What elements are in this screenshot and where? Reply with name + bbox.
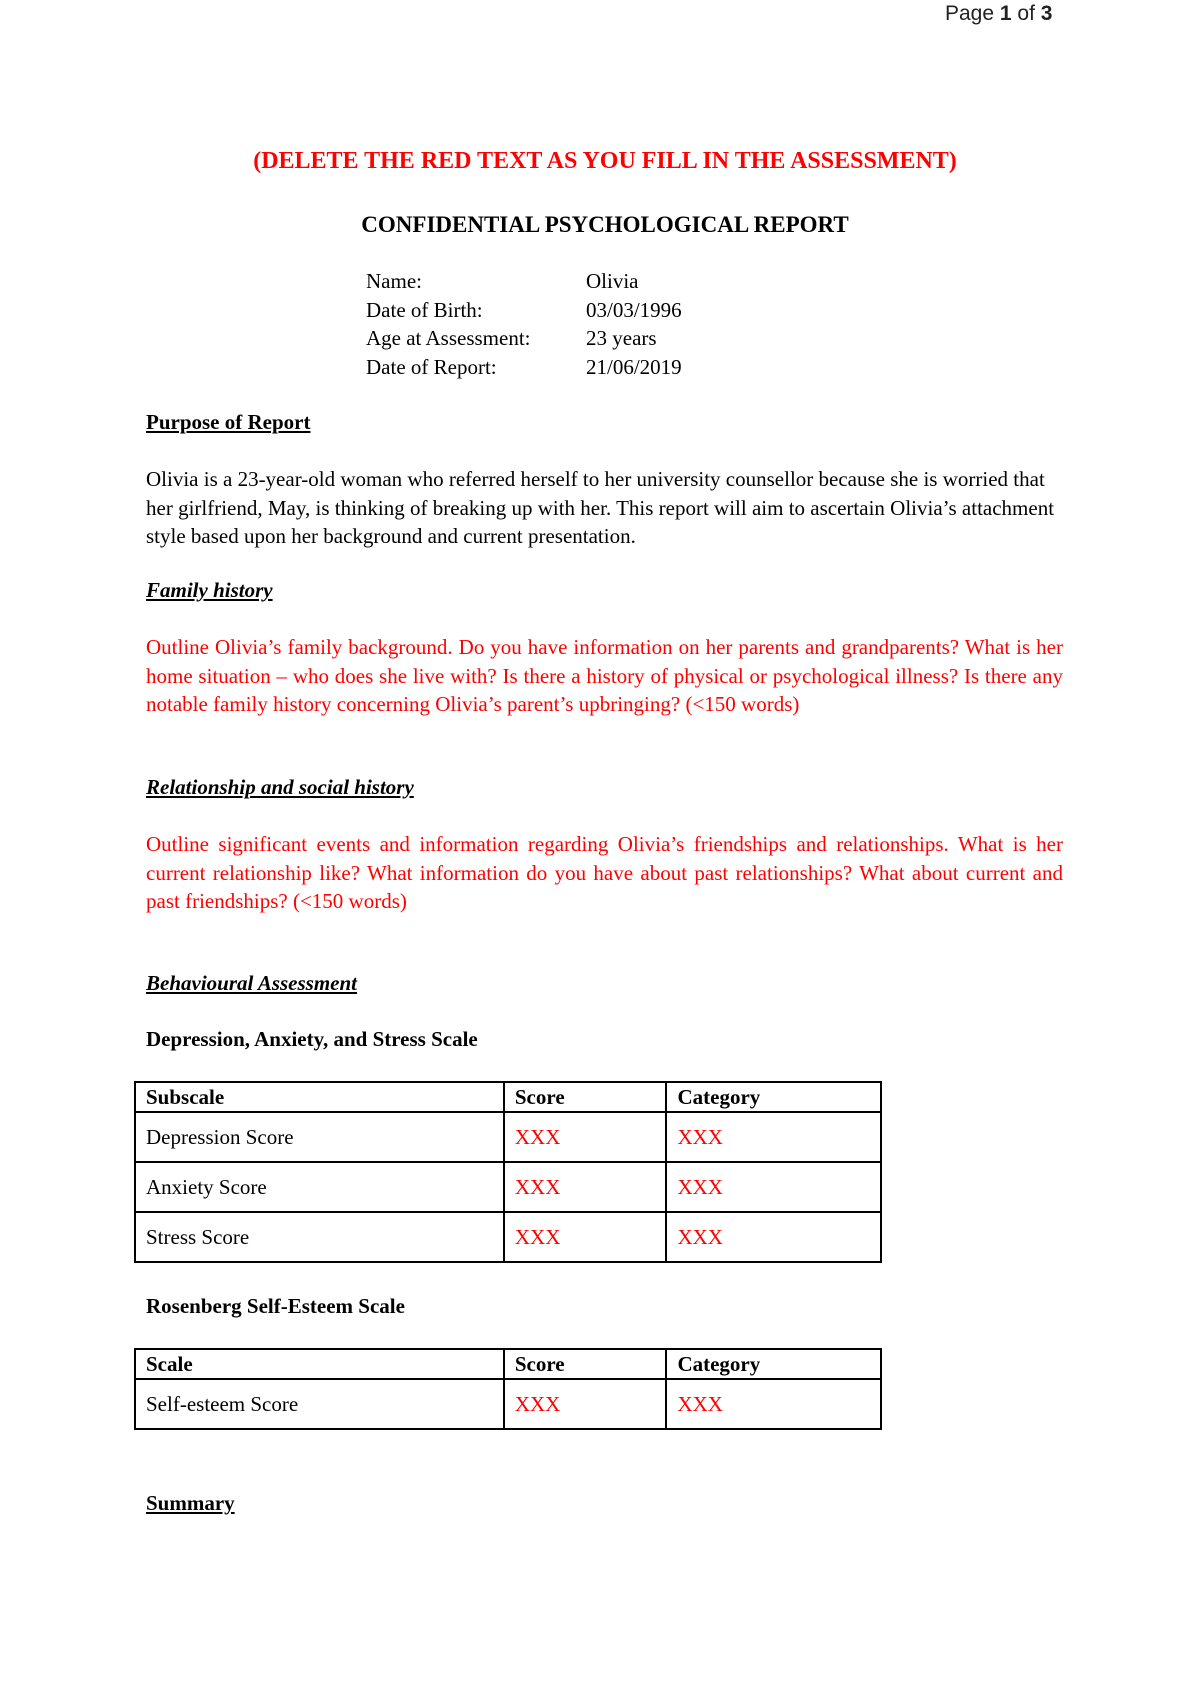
rosenberg-table [134,1348,882,1430]
score-placeholder: XXX [504,1112,667,1162]
info-label: Date of Report: [366,354,497,379]
dass-table [134,1081,882,1263]
header-cell-score: Score [504,1082,667,1112]
purpose-heading: Purpose of Report [146,410,311,434]
table-row [135,1212,881,1262]
subscale-cell: Depression Score [135,1112,504,1162]
page-of: of [1017,2,1035,25]
family-history-instructions: Outline Olivia’s family background. Do you have information on her parents and grandparents? What is her home situation – who does she live with? Is there a history of physical or psychological illness? Is there any notable family history concerning Olivia’s parent’s upbringing? (<150 words) [146,635,1063,716]
info-value: Olivia [586,269,639,293]
info-row [366,324,682,353]
rosenberg-title: Rosenberg Self-Esteem Scale [146,1294,405,1318]
table-row [135,1112,881,1162]
header-cell-subscale: Subscale [135,1082,504,1112]
category-placeholder: XXX [666,1162,881,1212]
info-label: Date of Birth: [366,297,483,322]
info-value: 03/03/1996 [586,297,682,322]
header-cell-scale: Scale [135,1349,504,1379]
purpose-body: Olivia is a 23-year-old woman who referred herself to her university counsellor because she is worried that her girlfriend, May, is thinking of breaking up with her. This report will aim to ascertain Olivia’s attachment style based upon her background and current presentation. [146,467,1055,548]
info-label: Name: [366,269,422,293]
table-row [135,1162,881,1212]
page-current: 1 [999,2,1012,25]
score-placeholder: XXX [504,1162,667,1212]
info-value: 23 years [586,326,657,350]
scale-cell: Self-esteem Score [135,1379,504,1429]
score-placeholder: XXX [504,1379,667,1429]
dass-title: Depression, Anxiety, and Stress Scale [146,1027,478,1051]
table-header-row [135,1349,881,1379]
relationship-history-heading: Relationship and social history [146,775,414,799]
category-placeholder: XXX [666,1112,881,1162]
info-label: Age at Assessment: [366,326,531,350]
behavioural-assessment-heading: Behavioural Assessment [146,971,358,995]
header-cell-category: Category [666,1082,881,1112]
header-cell-score: Score [504,1349,667,1379]
info-row [366,267,682,296]
info-row [366,353,682,382]
page-number [945,2,1052,26]
subscale-cell: Stress Score [135,1212,504,1262]
category-placeholder: XXX [666,1212,881,1262]
category-placeholder: XXX [666,1379,881,1429]
header-cell-category: Category [666,1349,881,1379]
report-title: CONFIDENTIAL PSYCHOLOGICAL REPORT [361,212,849,237]
summary-heading: Summary [146,1491,235,1515]
page-total: 3 [1040,2,1053,25]
score-placeholder: XXX [504,1212,667,1262]
delete-red-text-banner: (DELETE THE RED TEXT AS YOU FILL IN THE ASSESSMENT) [253,148,957,174]
info-value: 21/06/2019 [586,354,682,379]
subscale-cell: Anxiety Score [135,1162,504,1212]
info-row [366,296,682,325]
table-header-row [135,1082,881,1112]
table-row [135,1379,881,1429]
family-history-heading: Family history [146,578,273,602]
patient-info-block [366,267,682,381]
page-label: Page [945,2,995,25]
relationship-history-instructions: Outline significant events and information regarding Olivia’s friendships and relationships. What is her current relationship like? What information do you have about past relationships? What about current and past friendships? (<150 words) [146,832,1063,913]
